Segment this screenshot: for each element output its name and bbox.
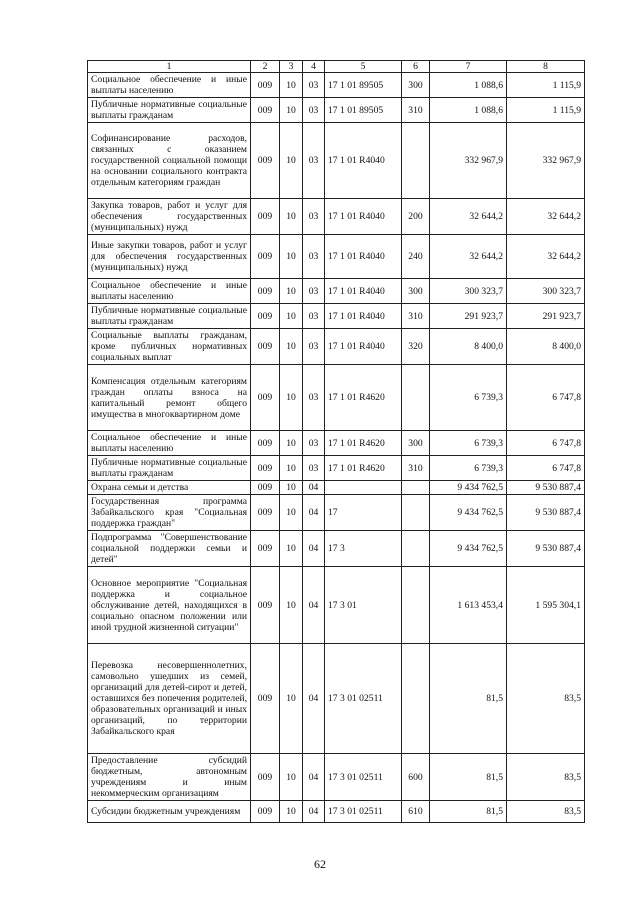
cell-amount-1: 32 644,2: [430, 199, 507, 235]
cell-admin: 009: [251, 495, 280, 531]
cell-target-article: 17 1 01 R4040: [325, 199, 402, 235]
cell-admin: 009: [251, 73, 280, 98]
cell-amount-1: 32 644,2: [430, 235, 507, 279]
cell-target-article: 17 1 01 R4620: [325, 365, 402, 431]
cell-expense-type: [402, 123, 430, 199]
cell-subsection: 03: [303, 98, 325, 123]
cell-target-article: 17 1 01 89505: [325, 98, 402, 123]
cell-admin: 009: [251, 123, 280, 199]
cell-amount-2: 6 747,8: [507, 365, 585, 431]
cell-amount-1: 332 967,9: [430, 123, 507, 199]
table-row: [88, 329, 585, 365]
cell-section: 10: [280, 801, 303, 823]
table-row: [88, 123, 585, 199]
cell-admin: 009: [251, 801, 280, 823]
budget-table: [87, 60, 585, 823]
cell-subsection: 04: [303, 481, 325, 495]
cell-section: 10: [280, 279, 303, 304]
cell-target-article: 17 3 01: [325, 567, 402, 644]
cell-amount-1: 1 088,6: [430, 73, 507, 98]
cell-subsection: 03: [303, 431, 325, 456]
table-row: [88, 431, 585, 456]
cell-section: 10: [280, 123, 303, 199]
cell-admin: 009: [251, 531, 280, 567]
column-header-4: 4: [303, 61, 325, 73]
column-header-1: 1: [88, 61, 251, 73]
column-header-8: 8: [507, 61, 585, 73]
table-row: [88, 567, 585, 644]
cell-target-article: 17 1 01 R4040: [325, 235, 402, 279]
cell-target-article: 17 1 01 R4040: [325, 329, 402, 365]
cell-name: Охрана семьи и детства: [88, 481, 251, 495]
cell-admin: 009: [251, 279, 280, 304]
table-body: [88, 73, 585, 823]
cell-expense-type: [402, 481, 430, 495]
cell-amount-1: 6 739,3: [430, 365, 507, 431]
cell-expense-type: 610: [402, 801, 430, 823]
cell-target-article: [325, 481, 402, 495]
cell-amount-1: 6 739,3: [430, 456, 507, 481]
cell-subsection: 03: [303, 73, 325, 98]
cell-amount-2: 9 530 887,4: [507, 481, 585, 495]
cell-amount-2: 8 400,0: [507, 329, 585, 365]
cell-admin: 009: [251, 456, 280, 481]
cell-section: 10: [280, 365, 303, 431]
cell-section: 10: [280, 329, 303, 365]
cell-amount-1: 1 088,6: [430, 98, 507, 123]
column-header-5: 5: [325, 61, 402, 73]
cell-admin: 009: [251, 754, 280, 801]
cell-admin: 009: [251, 329, 280, 365]
cell-name: Государственная программа Забайкальского края "Социальная поддержка граждан": [88, 495, 251, 531]
column-header-7: 7: [430, 61, 507, 73]
cell-admin: 009: [251, 235, 280, 279]
cell-subsection: 03: [303, 199, 325, 235]
cell-expense-type: [402, 567, 430, 644]
cell-target-article: 17 3: [325, 531, 402, 567]
cell-name: Социальное обеспечение и иные выплаты населению: [88, 279, 251, 304]
cell-amount-2: 9 530 887,4: [507, 531, 585, 567]
cell-section: 10: [280, 754, 303, 801]
cell-subsection: 03: [303, 365, 325, 431]
cell-expense-type: 240: [402, 235, 430, 279]
cell-subsection: 03: [303, 235, 325, 279]
cell-admin: 009: [251, 365, 280, 431]
table-row: [88, 279, 585, 304]
cell-amount-1: 81,5: [430, 801, 507, 823]
cell-admin: 009: [251, 98, 280, 123]
cell-target-article: 17 1 01 R4620: [325, 456, 402, 481]
cell-section: 10: [280, 304, 303, 329]
table-row: [88, 754, 585, 801]
cell-amount-2: 291 923,7: [507, 304, 585, 329]
cell-section: 10: [280, 495, 303, 531]
cell-admin: 009: [251, 431, 280, 456]
cell-expense-type: 600: [402, 754, 430, 801]
table-row: [88, 644, 585, 754]
column-header-6: 6: [402, 61, 430, 73]
cell-amount-1: 8 400,0: [430, 329, 507, 365]
cell-amount-2: 83,5: [507, 754, 585, 801]
cell-section: 10: [280, 199, 303, 235]
column-header-2: 2: [251, 61, 280, 73]
cell-subsection: 04: [303, 567, 325, 644]
cell-section: 10: [280, 644, 303, 754]
cell-expense-type: 310: [402, 456, 430, 481]
cell-name: Компенсация отдельным категориям граждан оплаты взноса на капитальный ремонт общего имущества в многоквартирном доме: [88, 365, 251, 431]
cell-name: Основное мероприятие "Социальная поддержка и социальное обслуживание детей, находящихся в социально опасном положении или иной трудной жизненной ситуации": [88, 567, 251, 644]
cell-section: 10: [280, 567, 303, 644]
cell-amount-2: 83,5: [507, 644, 585, 754]
cell-expense-type: [402, 365, 430, 431]
cell-expense-type: 300: [402, 431, 430, 456]
table-row: [88, 235, 585, 279]
cell-expense-type: 300: [402, 73, 430, 98]
cell-name: Субсидии бюджетным учреждениям: [88, 801, 251, 823]
table-row: [88, 495, 585, 531]
cell-amount-2: 1 115,9: [507, 98, 585, 123]
cell-amount-2: 6 747,8: [507, 431, 585, 456]
cell-name: Софинансирование расходов, связанных с оказанием государственной социальной помощи на основании социального контракта отдельным категориям граждан: [88, 123, 251, 199]
cell-subsection: 03: [303, 456, 325, 481]
cell-admin: 009: [251, 481, 280, 495]
table-row: [88, 456, 585, 481]
cell-amount-2: 300 323,7: [507, 279, 585, 304]
cell-target-article: 17 3 01 02511: [325, 644, 402, 754]
cell-amount-2: 1 115,9: [507, 73, 585, 98]
table-row: [88, 481, 585, 495]
cell-target-article: 17: [325, 495, 402, 531]
cell-target-article: 17 1 01 89505: [325, 73, 402, 98]
cell-subsection: 03: [303, 304, 325, 329]
cell-amount-1: 300 323,7: [430, 279, 507, 304]
cell-name: Подпрограмма "Совершенствование социальной поддержки семьи и детей": [88, 531, 251, 567]
cell-subsection: 03: [303, 123, 325, 199]
cell-amount-2: 32 644,2: [507, 199, 585, 235]
cell-subsection: 03: [303, 279, 325, 304]
table-row: [88, 98, 585, 123]
cell-amount-1: 6 739,3: [430, 431, 507, 456]
cell-target-article: 17 3 01 02511: [325, 754, 402, 801]
cell-name: Публичные нормативные социальные выплаты гражданам: [88, 304, 251, 329]
cell-subsection: 04: [303, 644, 325, 754]
cell-expense-type: [402, 531, 430, 567]
cell-admin: 009: [251, 304, 280, 329]
cell-section: 10: [280, 235, 303, 279]
cell-amount-2: 6 747,8: [507, 456, 585, 481]
cell-subsection: 03: [303, 329, 325, 365]
cell-admin: 009: [251, 567, 280, 644]
cell-target-article: 17 1 01 R4040: [325, 304, 402, 329]
cell-name: Закупка товаров, работ и услуг для обеспечения государственных (муниципальных) нужд: [88, 199, 251, 235]
cell-name: Публичные нормативные социальные выплаты гражданам: [88, 456, 251, 481]
cell-target-article: 17 1 01 R4040: [325, 123, 402, 199]
table-row: [88, 199, 585, 235]
cell-subsection: 04: [303, 495, 325, 531]
cell-subsection: 04: [303, 801, 325, 823]
cell-name: Публичные нормативные социальные выплаты гражданам: [88, 98, 251, 123]
cell-expense-type: [402, 644, 430, 754]
cell-amount-1: 291 923,7: [430, 304, 507, 329]
cell-amount-1: 9 434 762,5: [430, 531, 507, 567]
cell-target-article: 17 1 01 R4620: [325, 431, 402, 456]
cell-expense-type: 200: [402, 199, 430, 235]
cell-subsection: 04: [303, 754, 325, 801]
cell-section: 10: [280, 481, 303, 495]
table-row: [88, 365, 585, 431]
cell-section: 10: [280, 73, 303, 98]
cell-admin: 009: [251, 644, 280, 754]
table-row: [88, 304, 585, 329]
table-row: [88, 531, 585, 567]
cell-expense-type: 320: [402, 329, 430, 365]
table-header-row: [88, 61, 585, 73]
cell-amount-1: 9 434 762,5: [430, 481, 507, 495]
cell-admin: 009: [251, 199, 280, 235]
cell-amount-1: 1 613 453,4: [430, 567, 507, 644]
cell-amount-2: 32 644,2: [507, 235, 585, 279]
cell-name: Социальное обеспечение и иные выплаты населению: [88, 73, 251, 98]
page-number: 62: [314, 857, 326, 871]
cell-subsection: 04: [303, 531, 325, 567]
cell-name: Социальное обеспечение и иные выплаты населению: [88, 431, 251, 456]
cell-amount-2: 83,5: [507, 801, 585, 823]
cell-section: 10: [280, 456, 303, 481]
cell-amount-1: 81,5: [430, 644, 507, 754]
cell-section: 10: [280, 431, 303, 456]
cell-amount-2: 1 595 304,1: [507, 567, 585, 644]
cell-name: Перевозка несовершеннолетних, самовольно ушедших из семей, организаций для детей-сирот и детей, оставшихся без попечения родителей, образовательных организаций и иных организаций, по территории Забайкальского края: [88, 644, 251, 754]
cell-section: 10: [280, 531, 303, 567]
table-row: [88, 801, 585, 823]
cell-target-article: 17 3 01 02511: [325, 801, 402, 823]
cell-expense-type: 310: [402, 98, 430, 123]
cell-target-article: 17 1 01 R4040: [325, 279, 402, 304]
cell-name: Социальные выплаты гражданам, кроме публичных нормативных социальных выплат: [88, 329, 251, 365]
cell-section: 10: [280, 98, 303, 123]
cell-amount-2: 332 967,9: [507, 123, 585, 199]
column-header-3: 3: [280, 61, 303, 73]
table-row: [88, 73, 585, 98]
cell-expense-type: 300: [402, 279, 430, 304]
cell-amount-2: 9 530 887,4: [507, 495, 585, 531]
cell-name: Иные закупки товаров, работ и услуг для обеспечения государственных (муниципальных) нужд: [88, 235, 251, 279]
cell-expense-type: 310: [402, 304, 430, 329]
cell-amount-1: 81,5: [430, 754, 507, 801]
cell-amount-1: 9 434 762,5: [430, 495, 507, 531]
cell-expense-type: [402, 495, 430, 531]
cell-name: Предоставление субсидий бюджетным, автономным учреждениям и иным некоммерческим организациям: [88, 754, 251, 801]
